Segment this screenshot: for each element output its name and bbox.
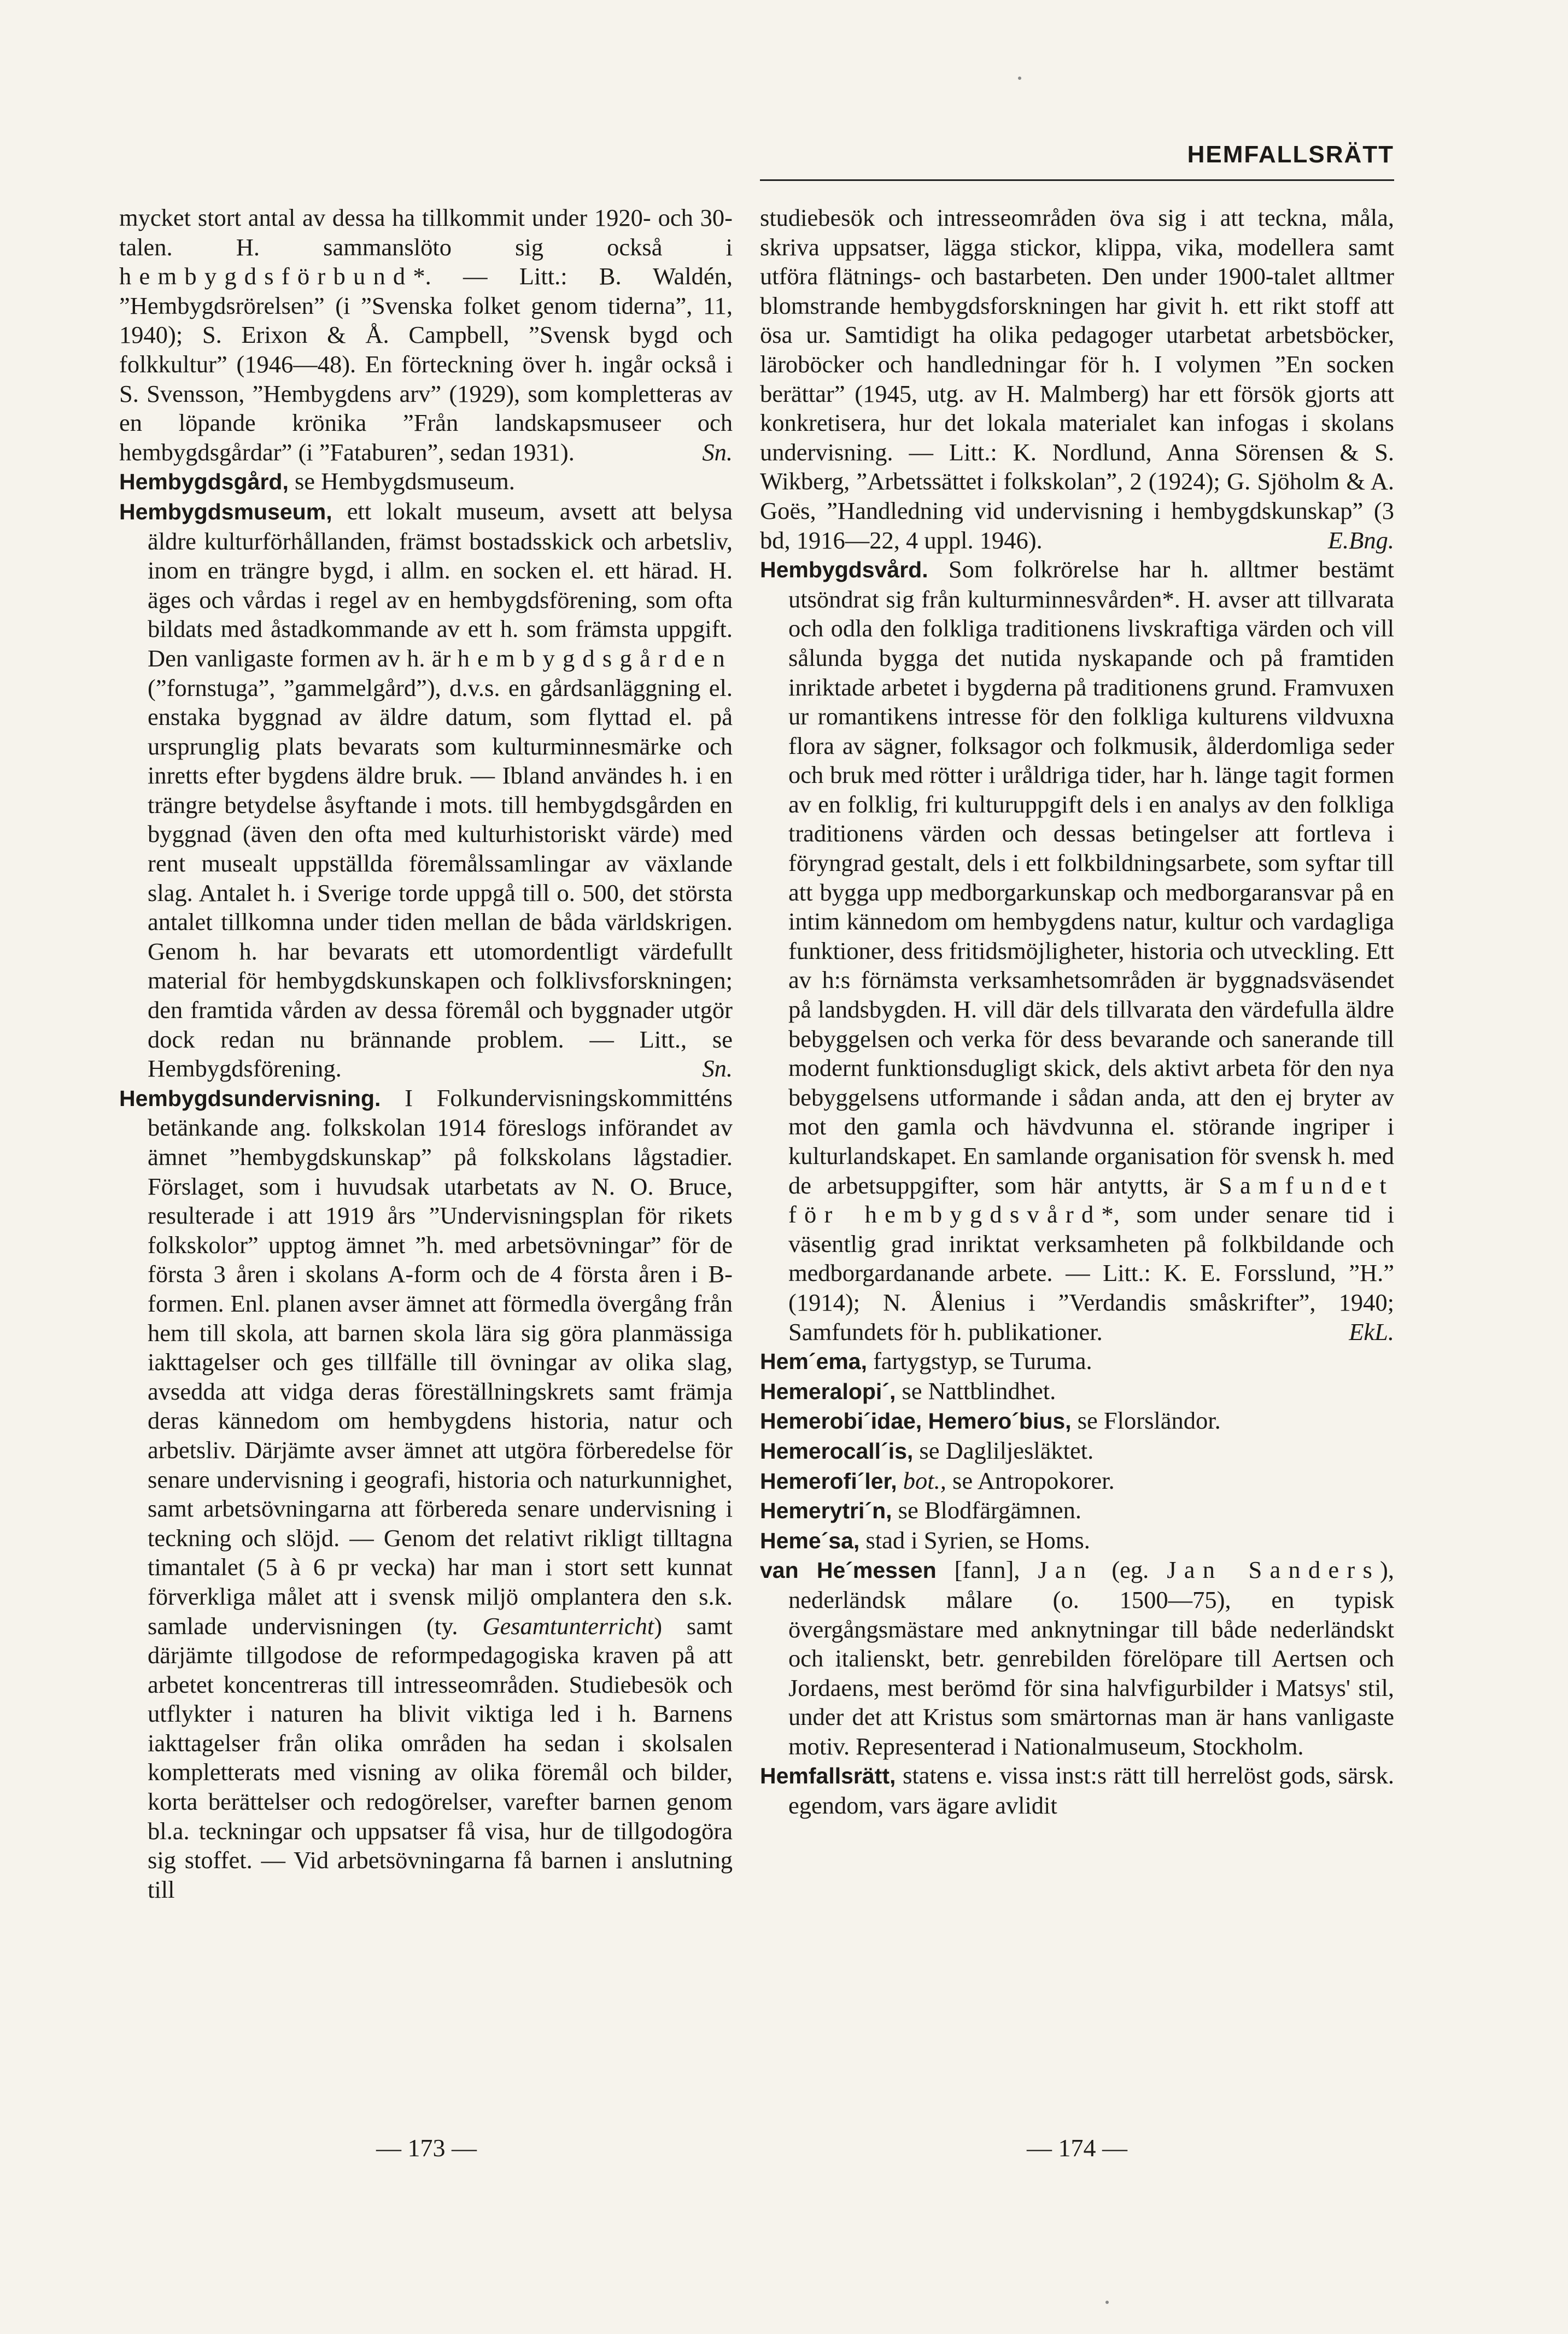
entry-hembygdsgard: Hembygdsgård, se Hembygdsmuseum.	[119, 467, 515, 495]
entry-headword: Hemerytri´n,	[760, 1498, 892, 1524]
entry-headword: Hembygdsvård.	[760, 557, 928, 583]
spaced-term: Samfundet för hembygdsvård	[788, 1171, 1394, 1229]
spaced-term: Jan Sanders	[1167, 1556, 1380, 1584]
entry-headword: Hemerocall´is,	[760, 1438, 914, 1464]
entry-van-hemessen: van He´messen [fann], Jan (eg. Jan Sanders), nederländsk målare (o. 1500—75), en typisk övergångsmästare med anknytningar till både nederländskt och italienskt, betr. genrebilden förelöpare till Aertsen och Jordaens, mest berömd för sina halvfigurbilder i Matsys' stil, under det att Kristus som smärtornas man är hans vanligaste motiv. Representerad i Nationalmuseum, Stockholm.	[760, 1556, 1394, 1760]
entry-headword: Hemerobi´idae, Hemero´bius,	[760, 1408, 1072, 1434]
author-signature: E.Bng.	[1327, 526, 1394, 554]
author-signature: EkL.	[1349, 1318, 1394, 1346]
entry-hemerobiidae: Hemerobi´idae, Hemero´bius, se Florsländor.	[760, 1407, 1221, 1435]
entry-hemema: Hem´ema, fartygstyp, se Turuma.	[760, 1347, 1092, 1375]
page-number-right: — 174 —	[1027, 2134, 1127, 2162]
entry-hemesa: Heme´sa, stad i Syrien, se Homs.	[760, 1526, 1090, 1554]
paper-speck	[1105, 2301, 1109, 2304]
paragraph-hembygdsforening-end: mycket stort antal av dessa ha tillkommit under 1920- och 30-talen. H. sammanslöto sig också i hembygdsförbund*. — Litt.: B. Waldén, ”Hembygdsrörelsen” (i ”Svenska folket genom tiderna”, 11, 1940); S. Erixon & Å. Campbell, ”Svensk bygd och folkkultur” (1946—48). En förteckning över h. ingår också i S. Svensson, ”Hembygdens arv” (1929), som kompletteras av en löpande krönika ”Från landskapsmuseer och hembygdsgårdar” (i ”Fataburen”, sedan 1931). Sn.	[119, 203, 733, 467]
author-signature: Sn.	[702, 1055, 733, 1083]
entry-hemerocallis: Hemerocall´is, se Dagliljesläktet.	[760, 1436, 1094, 1464]
header-rule	[760, 179, 1394, 181]
entry-headword: Hembygdsmuseum,	[119, 499, 332, 524]
entry-hembygdsmuseum: Hembygdsmuseum, ett lokalt museum, avsett att belysa äldre kulturförhållanden, främst bostadsskick och arbetsliv, inom en trängre bygd, i allm. en socken el. ett härad. H. äges och vårdas i regel av en hembygdsförening, som ofta bildats med åstadkommande av ett h. som främsta uppgift. Den vanligaste formen av h. är hembygdsgården (”fornstuga”, ”gammelgård”), d.v.s. en gårdsanläggning el. enstaka byggnad av äldre datum, som flyttad el. på ursprunglig plats bevarats som kulturminnesmärke och inretts efter bygdens äldre bruk. — Ibland användes h. i en trängre betydelse åsyftande i mots. till hembygdsgården en byggnad (även den ofta med kulturhistoriskt värde) med rent musealt uppställda föremålssamlingar av växlande slag. Antalet h. i Sverige torde uppgå till o. 500, det största antalet tillkomna under tiden mellan de båda världskrigen. Genom h. har bevarats ett utomordentligt värdefullt material för hembygdskunskapen och folklivsforskningen; den framtida vården av dessa föremål och byggnader utgör dock redan nu brännande problem. — Litt., se Hembygdsförening. Sn.	[119, 497, 733, 1084]
entry-hembygdsvard: Hembygdsvård. Som folkrörelse har h. alltmer bestämt utsöndrat sig från kulturminnesvården*. H. avser att tillvarata och odla den folkliga traditionens livskraftiga värden och vill sålunda bygga det nutida nyskapande och på framtiden inriktade arbetet i bygderna på traditionens grund. Framvuxen ur romantikens intresse för den folkliga kulturens vildvuxna flora av sägner, folksagor och folkmusik, ålderdomliga seder och bruk med rötter i uråldriga tider, har h. länge tagit formen av en folklig, fri kulturuppgift dels i en analys av den folkliga traditionens värden och dessas betingelser att fortleva i föryngrad gestalt, dels i ett folkbildningsarbete, som syftar till att bygga upp medborgarkunskap och medborgaransvar på en intim kännedom om hembygdens natur, kultur och vardagliga funktioner, dess fritidsmöjligheter, historia och utveckling. Ett av h:s förnämsta verksamhetsområden är byggnadsväsendet på landsbygden. H. vill där dels tillvarata den värdefulla äldre bebyggelsen och verka för dess bevarande och sanerande till modernt funktionsdugligt skick, dels aktivt arbeta för den nya bebyggelsens utformande i sådan anda, att den ej bryter av mot den gamla och hävdvunna el. störande ingriper i kulturlandskapet. En samlande organisation för svensk h. med de arbetsuppgifter, som här antytts, är Samfundet för hembygdsvård*, som under senare tid i väsentlig grad inriktat verksamheten på folkbildande och medborgardanande arbete. — Litt.: K. E. Forsslund, ”H.” (1914); N. Ålenius i ”Verdandis småskrifter”, 1940; Samfundets för h. publikationer. EkL.	[760, 555, 1394, 1347]
entry-hemerytrin: Hemerytri´n, se Blodfärgämnen.	[760, 1496, 1081, 1524]
spaced-term: hembygdsgården	[457, 644, 733, 672]
entry-hemfallsratt: Hemfallsrätt, statens e. vissa inst:s rätt till herrelöst gods, särsk. egendom, vars ägare avlidit	[760, 1762, 1394, 1820]
entry-headword: van He´messen	[760, 1558, 937, 1583]
spaced-term: Jan	[1038, 1556, 1094, 1584]
entry-headword: Hemeralopi´,	[760, 1378, 896, 1404]
right-column	[760, 203, 1394, 2051]
entry-headword: Hem´ema,	[760, 1349, 867, 1374]
left-column	[119, 203, 733, 2051]
running-head: HEMFALLSRÄTT	[1187, 141, 1394, 168]
paper-speck	[1018, 77, 1021, 80]
entry-headword: Hembygdsundervisning.	[119, 1085, 381, 1111]
entry-headword: Hembygdsgård,	[119, 469, 289, 495]
entry-headword: Heme´sa,	[760, 1528, 860, 1553]
entry-hembygdsundervisning: Hembygdsundervisning. I Folkundervisningskommitténs betänkande ang. folkskolan 1914 föreslogs införandet av ämnet ”hembygdskunskap” på folkskolans lågstadier. Förslaget, som i huvudsak utarbetats av N. O. Bruce, resulterade i att 1919 års ”Undervisningsplan för rikets folkskolor” upptog ämnet ”h. med arbetsövningar” för de första 3 åren i skolans A-form och de 4 första åren i B-formen. Enl. planen avser ämnet att förmedla övergång från hem till skola, att barnen skola lära sig göra planmässiga iakttagelser och ges tillfälle till övningar av olika slag, avsedda att vidga deras föreställningskrets samt främja deras kännedom om hembygdens historia, natur och arbetsliv. Därjämte avser ämnet att utgöra förberedelse för senare undervisning i geografi, historia och naturkunnighet, samt arbetsövningarna att förbereda senare undervisning i teckning och slöjd. — Genom det relativt rikligt tilltagna timantalet (5 à 6 pr vecka) har man i stort sett kunnat förverkliga målet att i svensk miljö omplantera den s.k. samlade undervisningen (ty. Gesamtunterricht) samt därjämte tillgodose de reformpedagogiska kraven på att arbetet koncentreras till intresseområden. Studiebesök och utflykter i naturen ha blivit viktiga led i h. Barnens iakttagelser från olika områden ha sedan i skolsalen kompletterats med visning av olika föremål och bilder, korta berättelser och redogörelser, varefter barnen genom bl.a. teckningar och uppsatser få visa, hur de tillgodogöra sig stoffet. — Vid arbetsövningarna få barnen i anslutning till	[119, 1084, 733, 1903]
page-number-left: — 173 —	[376, 2134, 477, 2162]
entry-headword: Hemfallsrätt,	[760, 1763, 896, 1789]
paragraph-hembygdsundervisning-cont: studiebesök och intresseområden öva sig i att teckna, måla, skriva uppsatser, lägga stickor, klippa, vika, modellera samt utföra flätnings- och bastarbeten. Den under 1900-talet alltmer blomstrande hembygdsforskningen har givit h. ett rikt stoff att ösa ur. Samtidigt ha olika pedagoger utarbetat arbetsböcker, läroböcker och handledningar för h. I volymen ”En socken berättar” (1945, utg. av H. Malmberg) har ett försök gjorts att konkretisera, hur det lokala materialet kan infogas i skolans undervisning. — Litt.: K. Nordlund, Anna Sörensen & S. Wikberg, ”Arbetssättet i folkskolan”, 2 (1924); G. Sjöholm & A. Goës, ”Handledning vid undervisning i hembygdskunskap” (3 bd, 1916—22, 4 uppl. 1946). E.Bng.	[760, 203, 1394, 555]
entry-hemeralopi: Hemeralopi´, se Nattblindhet.	[760, 1377, 1056, 1405]
author-signature: Sn.	[702, 438, 733, 466]
entry-headword: Hemerofi´ler,	[760, 1468, 897, 1494]
entry-hemerofiler: Hemerofi´ler, bot., se Antropokorer.	[760, 1466, 1115, 1494]
spaced-term: hembygdsförbund	[119, 262, 413, 290]
